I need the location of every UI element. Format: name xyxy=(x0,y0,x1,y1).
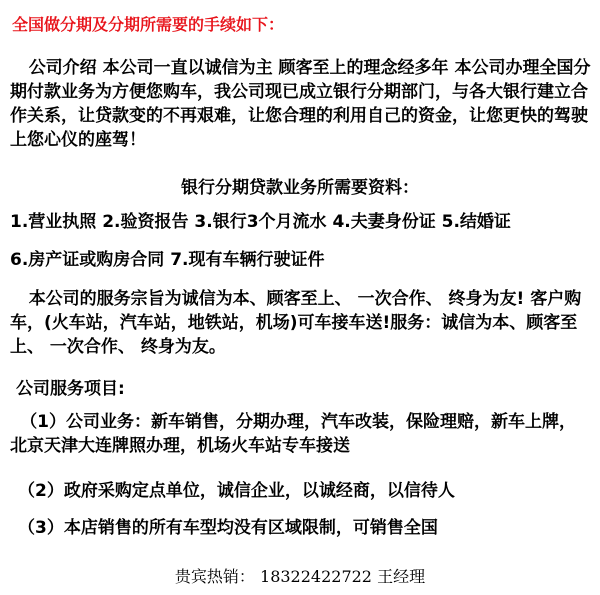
materials-line-1: 1.营业执照 2.验资报告 3.银行3个月流水 4.夫妻身份证 5.结婚证 xyxy=(10,212,511,232)
services-title: 公司服务项目: xyxy=(16,379,125,399)
company-intro-paragraph: 公司介绍 本公司一直以诚信为主 顾客至上的理念经多年 本公司办理全国分期付款业务为方便您购车，我公司现已成立银行分期部门，与各大银行建立合作关系，让贷款变的不再艰难，让您合理的利用自己的资金，让您更快的驾驶上您心仪的座驾！ xyxy=(10,58,591,150)
contact-footer: 贵宾热销： 18322422722 王经理 xyxy=(174,567,426,586)
materials-line-2: 6.房产证或购房合同 7.现有车辆行驶证件 xyxy=(10,250,325,270)
page-heading: 全国做分期及分期所需要的手续如下： xyxy=(12,15,285,34)
service-tenet-paragraph: 本公司的服务宗旨为诚信为本、顾客至上、 一次合作、 终身为友! 客户购车，(火车站，汽车站，地铁站，机场)可车接车送!服务：诚信为本、顾客至上、 一次合作、 终身为友。 xyxy=(10,289,582,357)
service-item-3: （3）本店销售的所有车型均没有区域限制，可销售全国 xyxy=(18,518,438,538)
materials-title: 银行分期贷款业务所需要资料： xyxy=(181,178,419,198)
service-item-1: （1）公司业务：新车销售，分期办理，汽车改装，保险理赔，新车上牌，北京天津大连牌照办理，机场火车站专车接送 xyxy=(10,412,577,456)
service-item-2: （2）政府采购定点单位，诚信企业，以诚经商，以信待人 xyxy=(18,481,455,501)
